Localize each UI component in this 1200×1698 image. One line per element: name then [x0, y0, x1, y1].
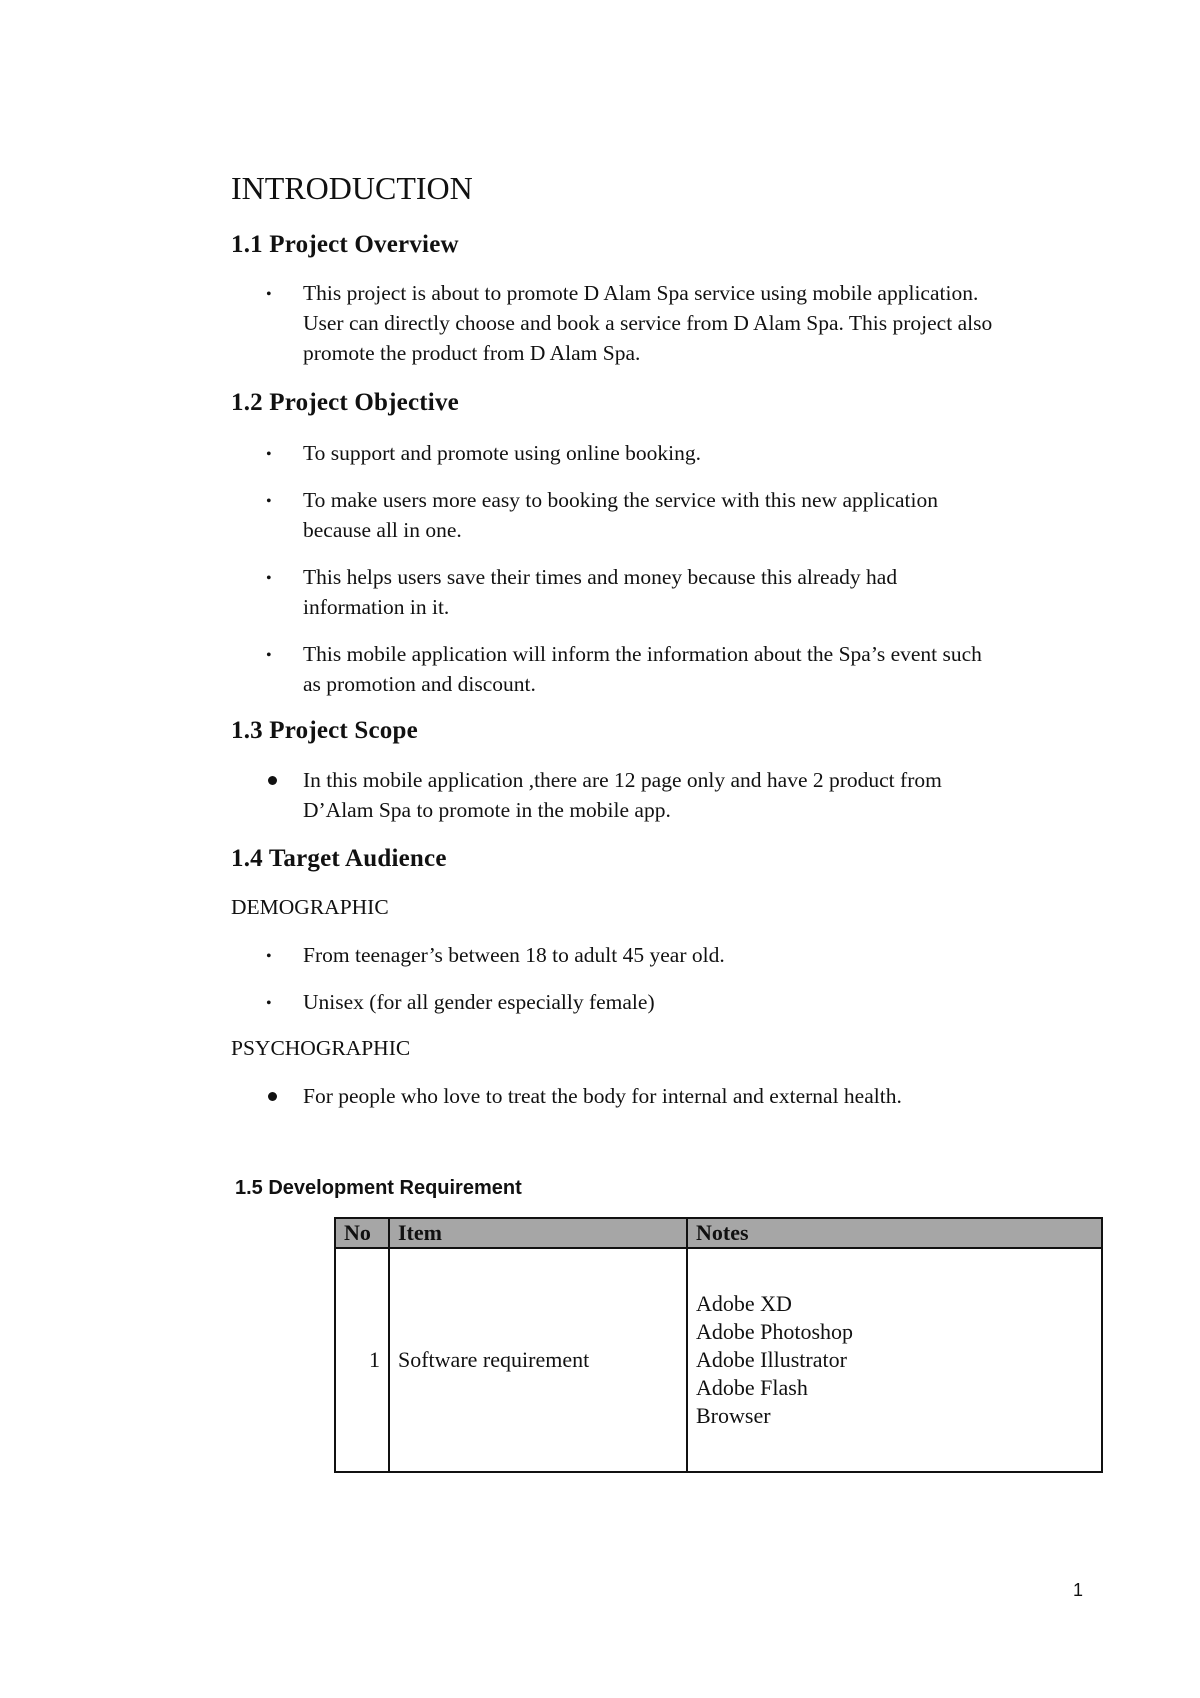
section-heading-overview: 1.1 Project Overview — [231, 231, 459, 258]
column-header-item: Item — [389, 1218, 687, 1248]
note-line: Adobe Illustrator — [696, 1347, 847, 1372]
text-line: This project is about to promote D Alam Spa service using mobile application. — [303, 281, 979, 305]
table-row — [335, 1248, 1102, 1472]
column-header-notes: Notes — [687, 1218, 1102, 1248]
text-line: To make users more easy to booking the service with this new application — [303, 488, 938, 512]
bullet-icon: • — [266, 446, 272, 463]
bullet-icon: • — [266, 570, 272, 587]
demographic-item: From teenager’s between 18 to adult 45 year old. — [303, 943, 725, 967]
text-line: because all in one. — [303, 518, 462, 542]
objective-item — [303, 562, 897, 622]
section-heading-scope: 1.3 Project Scope — [231, 717, 418, 744]
page-title: INTRODUCTION — [231, 170, 473, 206]
note-line: Adobe Photoshop — [696, 1319, 854, 1344]
text-line: This helps users save their times and money because this already had — [303, 565, 898, 589]
objective-item — [303, 438, 701, 468]
bullet-icon: • — [266, 647, 272, 664]
text-line: as promotion and discount. — [303, 672, 536, 696]
objective-item — [303, 485, 938, 545]
demographic-item: Unisex (for all gender especially female) — [303, 990, 655, 1014]
objective-item — [303, 639, 982, 699]
bullet-icon: • — [266, 995, 272, 1012]
overview-text — [303, 278, 992, 368]
psychographic-item: For people who love to treat the body for internal and external health. — [303, 1084, 902, 1108]
section-heading-requirement: 1.5 Development Requirement — [235, 1177, 522, 1199]
column-header-no: No — [335, 1218, 389, 1248]
section-heading-objective: 1.2 Project Objective — [231, 389, 459, 416]
text-line: To support and promote using online booking. — [303, 441, 702, 465]
note-line: Adobe Flash — [696, 1375, 808, 1400]
bullet-icon — [268, 776, 277, 785]
cell-notes — [687, 1248, 1102, 1472]
text-line: In this mobile application ,there are 12 page only and have 2 product from — [303, 768, 942, 792]
note-line: Browser — [696, 1403, 771, 1428]
section-heading-audience: 1.4 Target Audience — [231, 845, 447, 872]
cell-no: 1 — [335, 1248, 389, 1472]
text-line: information in it. — [303, 595, 450, 619]
bullet-icon — [268, 1092, 277, 1101]
requirement-table — [334, 1217, 1103, 1473]
text-line: promote the product from D Alam Spa. — [303, 341, 641, 365]
table-header-row — [335, 1218, 1102, 1248]
bullet-icon: • — [266, 286, 272, 303]
subheading-psychographic: PSYCHOGRAPHIC — [231, 1036, 411, 1060]
text-line: D’Alam Spa to promote in the mobile app. — [303, 798, 671, 822]
page-number: 1 — [1073, 1580, 1084, 1600]
text-line: This mobile application will inform the information about the Spa’s event such — [303, 642, 982, 666]
scope-text — [303, 765, 942, 825]
cell-item: Software requirement — [389, 1248, 687, 1472]
subheading-demographic: DEMOGRAPHIC — [231, 895, 389, 919]
bullet-icon: • — [266, 948, 272, 965]
note-line: Adobe XD — [696, 1291, 792, 1316]
bullet-icon: • — [266, 493, 272, 510]
text-line: User can directly choose and book a service from D Alam Spa. This project also — [303, 311, 993, 335]
